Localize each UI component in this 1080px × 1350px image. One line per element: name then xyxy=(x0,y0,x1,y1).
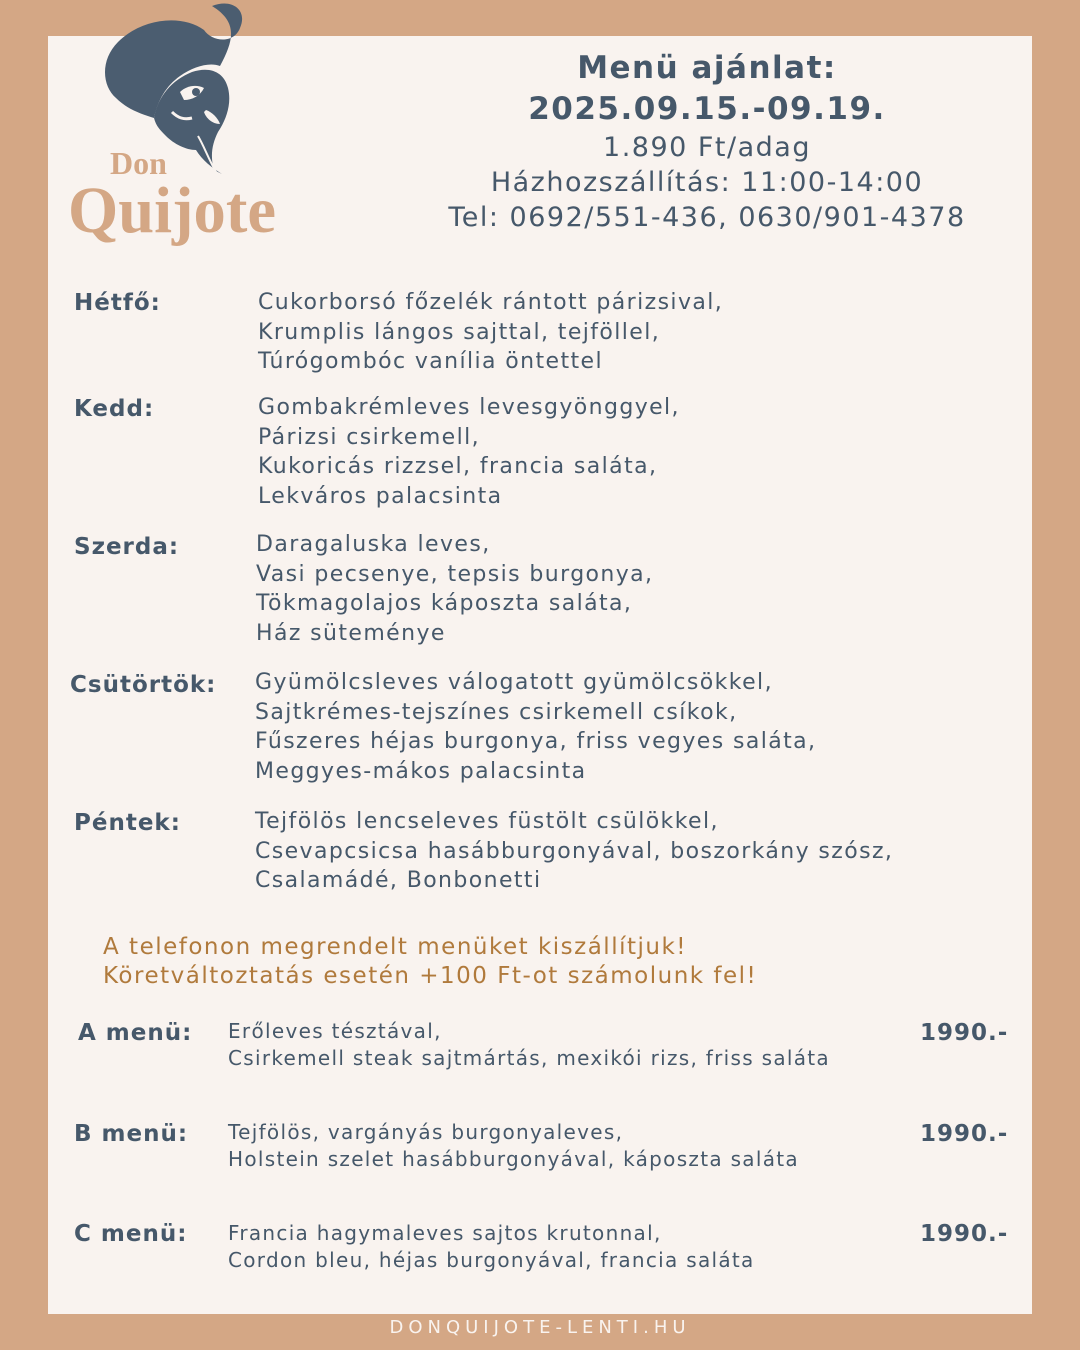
dish: Kukoricás rizzsel, francia saláta, xyxy=(258,454,658,479)
page-title: Menü ajánlat: xyxy=(577,50,837,86)
dish: Tejfölös lencseleves füstölt csülökkel, xyxy=(255,809,719,834)
phone-numbers: Tel: 0692/551-436, 0630/901-4378 xyxy=(448,202,966,233)
delivery-note xyxy=(103,933,757,991)
day-label: Szerda: xyxy=(74,534,180,560)
dish: Cukorborsó főzelék rántott párizsival, xyxy=(258,290,724,315)
dish: Cordon bleu, héjas burgonyával, francia saláta xyxy=(228,1248,755,1272)
menu-items xyxy=(228,1018,830,1072)
day-label: Kedd: xyxy=(74,396,155,422)
date-range: 2025.09.15.-09.19. xyxy=(528,91,886,127)
menu-items xyxy=(228,1119,799,1173)
menu-price: 1990.- xyxy=(920,1221,1009,1247)
delivery-hours: Házhozszállítás: 11:00-14:00 xyxy=(490,167,924,198)
dish: Ház süteménye xyxy=(256,620,446,646)
day-items xyxy=(255,807,893,896)
day-items xyxy=(258,393,680,511)
dish: Lekváros palacsinta xyxy=(258,483,503,509)
dish: Tökmagolajos káposzta saláta, xyxy=(256,591,633,616)
note-line: Köretváltoztatás esetén +100 Ft-ot számolunk fel! xyxy=(103,963,758,989)
day-items xyxy=(256,530,653,648)
dish: Párizsi csirkemell, xyxy=(258,424,481,450)
menu-items xyxy=(228,1220,755,1274)
dish: Túrógombóc vanília öntettel xyxy=(258,349,603,374)
website-link[interactable]: DONQUIJOTE-LENTI.HU xyxy=(389,1317,691,1338)
dish: Fűszeres héjas burgonya, friss vegyes saláta, xyxy=(255,729,817,754)
dish: Gyümölcsleves válogatott gyümölcsökkel, xyxy=(255,670,773,695)
dish: Csalamádé, Bonbonetti xyxy=(255,868,542,893)
day-label: Péntek: xyxy=(74,810,181,836)
dish: Krumplis lángos sajttal, tejföllel, xyxy=(258,319,661,345)
menu-label: B menü: xyxy=(74,1121,189,1147)
logo-word-don: Don xyxy=(110,145,167,181)
price-per-portion: 1.890 Ft/adag xyxy=(603,132,811,163)
day-items xyxy=(255,668,816,786)
dish: Sajtkrémes-tejszínes csirkemell csíkok, xyxy=(255,699,738,725)
dish: Csevapcsicsa hasábburgonyával, boszorkány szósz, xyxy=(255,838,894,864)
menu-price: 1990.- xyxy=(920,1020,1009,1046)
dish: Vasi pecsenye, tepsis burgonya, xyxy=(256,561,654,587)
day-items xyxy=(258,288,723,377)
dish: Meggyes-mákos palacsinta xyxy=(255,758,587,784)
note-line: A telefonon megrendelt menüket kiszállítjuk! xyxy=(103,934,688,960)
logo-word-quijote: Quijote xyxy=(68,174,276,247)
day-label: Hétfő: xyxy=(74,290,161,316)
day-label: Csütörtök: xyxy=(70,672,217,698)
menu-label: C menü: xyxy=(74,1221,188,1247)
dish: Tejfölös, vargányás burgonyaleves, xyxy=(228,1120,624,1144)
dish: Daragaluska leves, xyxy=(256,532,491,557)
dish: Erőleves tésztával, xyxy=(228,1019,442,1043)
menu-label: A menü: xyxy=(78,1020,193,1046)
dish: Csirkemell steak sajtmártás, mexikói rizs, friss saláta xyxy=(228,1046,830,1070)
dish: Gombakrémleves levesgyönggyel, xyxy=(258,395,680,420)
dish: Holstein szelet hasábburgonyával, káposzta saláta xyxy=(228,1147,799,1171)
header xyxy=(440,48,974,235)
don-quijote-logo xyxy=(62,0,292,250)
menu-price: 1990.- xyxy=(920,1121,1009,1147)
dish: Francia hagymaleves sajtos krutonnal, xyxy=(228,1221,662,1245)
